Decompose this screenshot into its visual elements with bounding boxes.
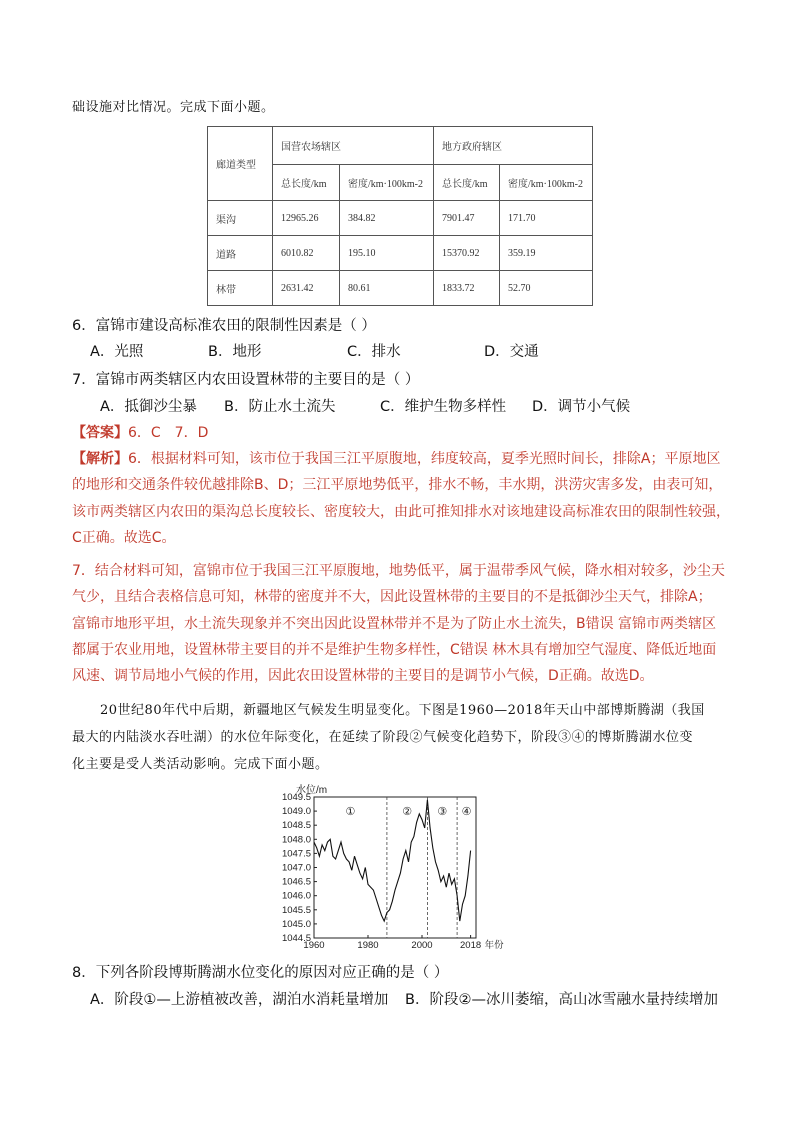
y-tick-label: 1048.5 xyxy=(281,820,311,832)
table-row xyxy=(208,271,593,306)
question-7-stem: 7．富锦市两类辖区内农田设置林带的主要目的是（ ） xyxy=(72,372,420,388)
table-subheader-length-1: 总长度/km xyxy=(273,164,340,200)
question-8-options xyxy=(90,990,750,1010)
analysis-line: 富锦市地形平坦，水土流失现象并不突出因此设置林带并不是为了防止水土流失，B错误 富锦市两类辖区 xyxy=(72,615,717,632)
question-6-stem: 6．富锦市建设高标准农田的限制性因素是（ ） xyxy=(72,318,376,334)
stage-label: ④ xyxy=(461,806,472,818)
table-subheader-length-2: 总长度/km xyxy=(434,164,500,200)
y-tick-label: 1045.0 xyxy=(281,918,311,930)
corridor-table xyxy=(207,126,593,306)
analysis-line: 气少，且结合表格信息可知，林带的密度并不大，因此设置林带的主要目的不是抵御沙尘天气，排除A； xyxy=(72,589,712,606)
stage-label: ③ xyxy=(437,806,448,818)
y-tick-label: 1044.5 xyxy=(281,933,311,944)
q6-option-d[interactable]: D．交通 xyxy=(484,344,539,360)
y-tick-label: 1049.0 xyxy=(281,806,311,818)
q6-option-a[interactable]: A．光照 xyxy=(90,344,144,360)
y-tick-label: 1046.5 xyxy=(281,876,311,888)
x-tick-label: 1960 xyxy=(303,940,325,951)
answer-tag: 【答案】 xyxy=(72,425,128,441)
q6-option-b[interactable]: B．地形 xyxy=(208,344,262,360)
y-tick-label: 1046.0 xyxy=(281,890,311,902)
q7-option-b[interactable]: B．防止水土流失 xyxy=(224,399,336,415)
table-cell: 12965.26 xyxy=(273,201,340,236)
intro-line: 础设施对比情况。完成下面小题。 xyxy=(72,100,275,115)
stage-label: ① xyxy=(345,806,356,818)
table-cell: 15370.92 xyxy=(434,236,500,271)
q7-option-c[interactable]: C．维护生物多样性 xyxy=(380,399,507,415)
analysis-q6 xyxy=(72,446,732,551)
analysis-line: 【解析】6．根据材料可知，该市位于我国三江平原腹地，纬度较高，夏季光照时间长，排除A；平原地区 xyxy=(72,451,721,467)
answer-text: 6．C 7．D xyxy=(128,425,209,441)
y-tick-label: 1048.0 xyxy=(281,834,311,846)
table-cell: 渠沟 xyxy=(208,201,273,236)
passage-line: 20世纪80年代中后期，新疆地区气候发生明显变化。下图是1960—2018年天山中部博斯腾湖（我国 xyxy=(100,703,705,718)
question-8-stem: 8．下列各阶段博斯腾湖水位变化的原因对应正确的是（ ） xyxy=(72,965,449,981)
passage-line: 最大的内陆淡水吞吐湖）的水位年际变化，在延续了阶段②气候变化趋势下，阶段③④的博斯腾湖水位变 xyxy=(72,730,694,745)
table-group1-header: 国营农场辖区 xyxy=(273,127,434,165)
analysis-line: C正确。故选C。 xyxy=(72,529,176,546)
analysis-line: 该市两类辖区内农田的渠沟总长度较长、密度较大，由此可推知排水对该地建设高标准农田的限制性较强， xyxy=(72,503,730,520)
x-axis-label: 年份 xyxy=(484,940,504,951)
x-tick-label: 1980 xyxy=(357,940,379,951)
table-cell: 2631.42 xyxy=(273,271,340,306)
table-group2-header: 地方政府辖区 xyxy=(434,127,593,165)
question-7-options xyxy=(100,397,760,417)
table-cell: 道路 xyxy=(208,236,273,271)
analysis-tag: 【解析】 xyxy=(72,451,128,467)
plot-frame xyxy=(314,797,476,938)
lake-level-chart xyxy=(264,773,524,953)
y-tick-label: 1047.0 xyxy=(281,862,311,874)
y-axis-label: 水位/m xyxy=(296,785,328,796)
y-tick-label: 1047.5 xyxy=(281,848,311,860)
q8-option-a[interactable]: A．阶段①—上游植被改善，湖泊水消耗量增加 xyxy=(90,992,389,1008)
table-row xyxy=(208,236,593,271)
table-cell: 林带 xyxy=(208,271,273,306)
q6-option-c[interactable]: C．排水 xyxy=(347,344,401,360)
table-cell: 52.70 xyxy=(500,271,593,306)
table-cell: 384.82 xyxy=(340,201,434,236)
q7-option-a[interactable]: A．抵御沙尘暴 xyxy=(100,399,197,415)
analysis-line: 风速、调节局地小气候的作用，因此农田设置林带的主要目的是调节小气候，D正确。故选D。 xyxy=(72,668,654,685)
table-cell: 80.61 xyxy=(340,271,434,306)
table-cell: 359.19 xyxy=(500,236,593,271)
passage-line: 化主要是受人类活动影响。完成下面小题。 xyxy=(72,757,329,772)
table-corner-header: 廊道类型 xyxy=(208,127,273,201)
y-tick-label: 1045.5 xyxy=(281,904,311,916)
analysis-line: 的地形和交通条件较优越排除B、D；三江平原地势低平，排水不畅，丰水期，洪涝灾害多发，由表可知， xyxy=(72,477,723,494)
analysis-line: 都属于农业用地，设置林带主要目的并不是维护生物多样性，C错误 林木具有增加空气湿度、降低近地面 xyxy=(72,641,717,658)
x-tick-label: 2018 xyxy=(460,940,482,951)
table-cell: 195.10 xyxy=(340,236,434,271)
y-tick-label: 1049.5 xyxy=(281,792,311,803)
passage xyxy=(72,697,732,778)
analysis-q7 xyxy=(72,558,732,689)
table-cell: 1833.72 xyxy=(434,271,500,306)
table-subheader-density-1: 密度/km·100km-2 xyxy=(340,164,434,200)
table-cell: 171.70 xyxy=(500,201,593,236)
table-cell: 6010.82 xyxy=(273,236,340,271)
table-subheader-density-2: 密度/km·100km-2 xyxy=(500,164,593,200)
table-cell: 7901.47 xyxy=(434,201,500,236)
q8-option-b[interactable]: B．阶段②—冰川萎缩，高山冰雪融水量持续增加 xyxy=(405,992,718,1008)
analysis-line: 7．结合材料可知，富锦市位于我国三江平原腹地，地势低平，属于温带季风气候，降水相对较多，沙尘天 xyxy=(72,563,725,579)
table-row xyxy=(208,201,593,236)
stage-label: ② xyxy=(402,806,413,818)
answer-line xyxy=(72,420,732,446)
q7-option-d[interactable]: D．调节小气候 xyxy=(532,399,631,415)
x-tick-label: 2000 xyxy=(411,940,433,951)
question-6-options xyxy=(90,342,750,362)
